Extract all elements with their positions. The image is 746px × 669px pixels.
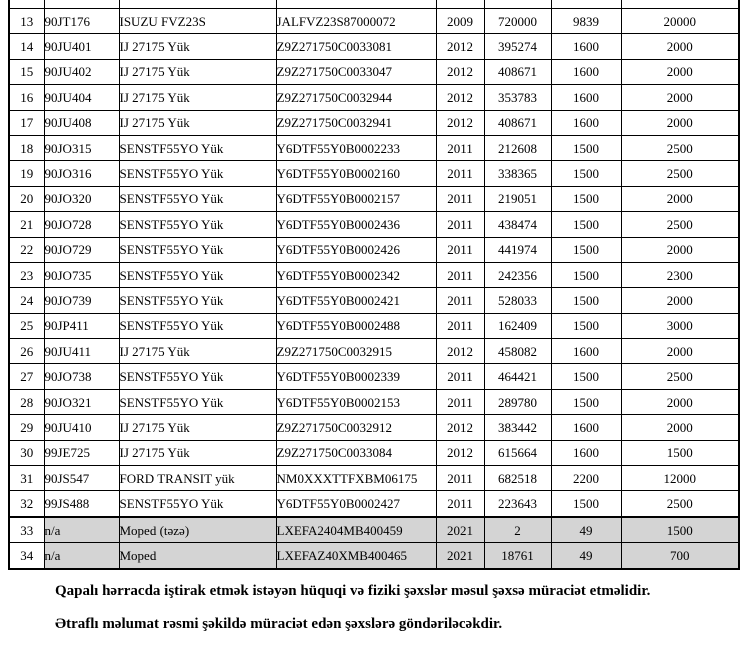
cell-no: 31 <box>9 466 44 491</box>
table-row <box>9 491 739 517</box>
table-row <box>9 543 739 569</box>
cell-price: 2000 <box>621 339 739 364</box>
cell-price: 2000 <box>621 110 739 135</box>
cell-no: 22 <box>9 237 44 262</box>
cell-odometer: 383442 <box>484 415 551 440</box>
cell-model: SENSTF55YO Yük <box>119 212 276 237</box>
cell-model: SENSTF55YO Yük <box>119 491 276 517</box>
cell-engine: 2200 <box>551 466 621 491</box>
cell-year: 2012 <box>436 110 484 135</box>
cell-year: 2012 <box>436 34 484 59</box>
cell-no: 34 <box>9 543 44 569</box>
cell-no: 26 <box>9 339 44 364</box>
cell-vin: Z9Z271750C0033047 <box>276 59 436 84</box>
cell-odometer: 338365 <box>484 161 551 186</box>
cell-model: SENSTF55YO Yük <box>119 237 276 262</box>
cell-no: 19 <box>9 161 44 186</box>
cell-plate: 90JP411 <box>44 313 119 338</box>
cell-plate: 90JO735 <box>44 262 119 287</box>
cell-engine: 1500 <box>551 237 621 262</box>
cell-price: 2000 <box>621 85 739 110</box>
cell-plate: 90JT176 <box>44 9 119 34</box>
cell-vin: Z9Z271750C0032915 <box>276 339 436 364</box>
cell-year: 2009 <box>436 9 484 34</box>
cell-plate: 90JO739 <box>44 288 119 313</box>
cell-cutoff <box>44 0 119 9</box>
cell-no: 16 <box>9 85 44 110</box>
cell-model: Moped <box>119 543 276 569</box>
cell-model: IJ 27175 Yük <box>119 110 276 135</box>
cell-vin: LXEFAZ40XMB400465 <box>276 543 436 569</box>
cell-model: SENSTF55YO Yük <box>119 262 276 287</box>
cell-no: 29 <box>9 415 44 440</box>
cell-engine: 1600 <box>551 110 621 135</box>
cell-year: 2011 <box>436 313 484 338</box>
cell-price: 1500 <box>621 440 739 465</box>
cell-odometer: 162409 <box>484 313 551 338</box>
cell-odometer: 720000 <box>484 9 551 34</box>
cell-engine: 1500 <box>551 491 621 517</box>
table-row <box>9 262 739 287</box>
cell-engine: 1600 <box>551 415 621 440</box>
cell-model: IJ 27175 Yük <box>119 34 276 59</box>
cell-model: SENSTF55YO Yük <box>119 389 276 414</box>
cell-model: SENSTF55YO Yük <box>119 364 276 389</box>
cell-price: 2000 <box>621 237 739 262</box>
cell-price: 2300 <box>621 262 739 287</box>
table-row <box>9 9 739 34</box>
cell-odometer: 408671 <box>484 110 551 135</box>
cell-price: 2500 <box>621 135 739 160</box>
cell-odometer: 438474 <box>484 212 551 237</box>
note-participation: Qapalı hərracda iştirak etmək istəyən hüquqi və fiziki şəxslər məsul şəxsə müraciət etməlidir. <box>55 583 651 599</box>
cell-model: IJ 27175 Yük <box>119 59 276 84</box>
cell-plate: 90JU401 <box>44 34 119 59</box>
cell-model: IJ 27175 Yük <box>119 440 276 465</box>
cell-vin: Y6DTF55Y0B0002436 <box>276 212 436 237</box>
cell-odometer: 219051 <box>484 186 551 211</box>
cell-year: 2021 <box>436 517 484 543</box>
cell-odometer: 464421 <box>484 364 551 389</box>
cell-model: SENSTF55YO Yük <box>119 313 276 338</box>
cell-year: 2011 <box>436 186 484 211</box>
note-information: Ətraflı məlumat rəsmi şəkildə müraciət edən şəxslərə göndəriləcəkdir. <box>55 616 503 632</box>
cell-engine: 1600 <box>551 440 621 465</box>
cell-vin: Z9Z271750C0032941 <box>276 110 436 135</box>
cell-year: 2011 <box>436 161 484 186</box>
cell-plate: 90JO728 <box>44 212 119 237</box>
cell-price: 3000 <box>621 313 739 338</box>
cell-vin: Z9Z271750C0032912 <box>276 415 436 440</box>
cell-odometer: 615664 <box>484 440 551 465</box>
cell-vin: NM0XXXTTFXBM06175 <box>276 466 436 491</box>
cell-vin: Z9Z271750C0032944 <box>276 85 436 110</box>
cell-price: 2000 <box>621 389 739 414</box>
cell-no: 28 <box>9 389 44 414</box>
cell-price: 2000 <box>621 415 739 440</box>
cell-plate: 90JU404 <box>44 85 119 110</box>
cell-price: 20000 <box>621 9 739 34</box>
cell-price: 2000 <box>621 186 739 211</box>
cell-vin: Y6DTF55Y0B0002427 <box>276 491 436 517</box>
cell-vin: LXEFA2404MB400459 <box>276 517 436 543</box>
cell-cutoff <box>9 0 44 9</box>
cell-odometer: 458082 <box>484 339 551 364</box>
cell-plate: 90JS547 <box>44 466 119 491</box>
cell-year: 2011 <box>436 212 484 237</box>
cell-price: 2000 <box>621 34 739 59</box>
cell-engine: 1500 <box>551 262 621 287</box>
cell-year: 2012 <box>436 339 484 364</box>
table-row <box>9 186 739 211</box>
cell-no: 20 <box>9 186 44 211</box>
cell-cutoff <box>551 0 621 9</box>
cell-year: 2012 <box>436 415 484 440</box>
cell-engine: 1500 <box>551 135 621 160</box>
cell-plate: 90JU410 <box>44 415 119 440</box>
cell-year: 2012 <box>436 59 484 84</box>
cell-no: 14 <box>9 34 44 59</box>
table-row <box>9 34 739 59</box>
cell-odometer: 528033 <box>484 288 551 313</box>
cell-engine: 1600 <box>551 339 621 364</box>
cell-engine: 49 <box>551 517 621 543</box>
table-row <box>9 110 739 135</box>
cell-plate: 90JU408 <box>44 110 119 135</box>
cell-year: 2021 <box>436 543 484 569</box>
cell-plate: 90JO738 <box>44 364 119 389</box>
table-row <box>9 389 739 414</box>
table-row <box>9 517 739 543</box>
cell-odometer: 289780 <box>484 389 551 414</box>
cell-model: FORD TRANSIT yük <box>119 466 276 491</box>
cell-plate: 99JE725 <box>44 440 119 465</box>
cell-odometer: 395274 <box>484 34 551 59</box>
table-row <box>9 135 739 160</box>
cell-vin: Y6DTF55Y0B0002342 <box>276 262 436 287</box>
cell-year: 2011 <box>436 466 484 491</box>
cell-odometer: 212608 <box>484 135 551 160</box>
cell-no: 30 <box>9 440 44 465</box>
cell-plate: 99JS488 <box>44 491 119 517</box>
cell-year: 2011 <box>436 389 484 414</box>
table-row <box>9 339 739 364</box>
cell-vin: Y6DTF55Y0B0002153 <box>276 389 436 414</box>
cell-year: 2011 <box>436 364 484 389</box>
cell-cutoff <box>484 0 551 9</box>
cell-engine: 9839 <box>551 9 621 34</box>
cell-engine: 1600 <box>551 34 621 59</box>
cell-model: SENSTF55YO Yük <box>119 288 276 313</box>
cell-vin: Y6DTF55Y0B0002339 <box>276 364 436 389</box>
cell-engine: 1500 <box>551 389 621 414</box>
cell-engine: 1500 <box>551 161 621 186</box>
cell-year: 2012 <box>436 85 484 110</box>
cell-price: 2500 <box>621 161 739 186</box>
table-row <box>9 288 739 313</box>
cell-plate: 90JO316 <box>44 161 119 186</box>
table-row <box>9 440 739 465</box>
cell-no: 23 <box>9 262 44 287</box>
cell-price: 2500 <box>621 364 739 389</box>
cell-model: SENSTF55YO Yük <box>119 135 276 160</box>
cell-plate: n/a <box>44 517 119 543</box>
cell-no: 24 <box>9 288 44 313</box>
cell-engine: 49 <box>551 543 621 569</box>
cell-price: 2000 <box>621 59 739 84</box>
cell-odometer: 441974 <box>484 237 551 262</box>
table-row <box>9 212 739 237</box>
cell-model: IJ 27175 Yük <box>119 415 276 440</box>
cell-odometer: 242356 <box>484 262 551 287</box>
cell-engine: 1500 <box>551 288 621 313</box>
cell-odometer: 223643 <box>484 491 551 517</box>
cell-price: 2500 <box>621 491 739 517</box>
cell-odometer: 682518 <box>484 466 551 491</box>
cell-year: 2011 <box>436 288 484 313</box>
cell-engine: 1600 <box>551 85 621 110</box>
cell-vin: Y6DTF55Y0B0002160 <box>276 161 436 186</box>
cell-vin: Y6DTF55Y0B0002421 <box>276 288 436 313</box>
cell-plate: 90JU411 <box>44 339 119 364</box>
table-row <box>9 237 739 262</box>
table-row-cutoff <box>9 0 739 9</box>
cell-vin: Y6DTF55Y0B0002426 <box>276 237 436 262</box>
cell-plate: 90JO729 <box>44 237 119 262</box>
cell-no: 15 <box>9 59 44 84</box>
cell-model: SENSTF55YO Yük <box>119 161 276 186</box>
cell-no: 32 <box>9 491 44 517</box>
cell-vin: Y6DTF55Y0B0002157 <box>276 186 436 211</box>
cell-vin: JALFVZ23S87000072 <box>276 9 436 34</box>
table-row <box>9 161 739 186</box>
cell-price: 1500 <box>621 517 739 543</box>
cell-cutoff <box>621 0 739 9</box>
cell-cutoff <box>436 0 484 9</box>
cell-year: 2012 <box>436 440 484 465</box>
table-row <box>9 364 739 389</box>
table-row <box>9 59 739 84</box>
cell-vin: Y6DTF55Y0B0002233 <box>276 135 436 160</box>
cell-no: 13 <box>9 9 44 34</box>
cell-plate: 90JO321 <box>44 389 119 414</box>
cell-plate: n/a <box>44 543 119 569</box>
cell-odometer: 353783 <box>484 85 551 110</box>
table-row <box>9 466 739 491</box>
cell-no: 17 <box>9 110 44 135</box>
cell-price: 2500 <box>621 212 739 237</box>
cell-plate: 90JO320 <box>44 186 119 211</box>
notes-section <box>55 581 707 647</box>
cell-plate: 90JU402 <box>44 59 119 84</box>
cell-no: 21 <box>9 212 44 237</box>
cell-model: SENSTF55YO Yük <box>119 186 276 211</box>
cell-vin: Z9Z271750C0033084 <box>276 440 436 465</box>
cell-engine: 1500 <box>551 212 621 237</box>
cell-no: 25 <box>9 313 44 338</box>
cell-engine: 1600 <box>551 59 621 84</box>
cell-odometer: 18761 <box>484 543 551 569</box>
cell-engine: 1500 <box>551 313 621 338</box>
cell-no: 33 <box>9 517 44 543</box>
cell-cutoff <box>119 0 276 9</box>
cell-price: 700 <box>621 543 739 569</box>
cell-cutoff <box>276 0 436 9</box>
cell-model: IJ 27175 Yük <box>119 339 276 364</box>
cell-odometer: 408671 <box>484 59 551 84</box>
cell-model: IJ 27175 Yük <box>119 85 276 110</box>
cell-engine: 1500 <box>551 186 621 211</box>
cell-year: 2011 <box>436 491 484 517</box>
cell-vin: Y6DTF55Y0B0002488 <box>276 313 436 338</box>
cell-no: 27 <box>9 364 44 389</box>
cell-vin: Z9Z271750C0033081 <box>276 34 436 59</box>
vehicle-auction-table <box>8 0 740 570</box>
cell-model: Moped (təzə) <box>119 517 276 543</box>
table-row <box>9 313 739 338</box>
cell-model: ISUZU FVZ23S <box>119 9 276 34</box>
cell-price: 2000 <box>621 288 739 313</box>
table-row <box>9 85 739 110</box>
cell-year: 2011 <box>436 262 484 287</box>
vehicle-table-body <box>9 0 739 569</box>
cell-year: 2011 <box>436 237 484 262</box>
cell-odometer: 2 <box>484 517 551 543</box>
cell-no: 18 <box>9 135 44 160</box>
cell-year: 2011 <box>436 135 484 160</box>
cell-engine: 1500 <box>551 364 621 389</box>
cell-plate: 90JO315 <box>44 135 119 160</box>
table-row <box>9 415 739 440</box>
cell-price: 12000 <box>621 466 739 491</box>
